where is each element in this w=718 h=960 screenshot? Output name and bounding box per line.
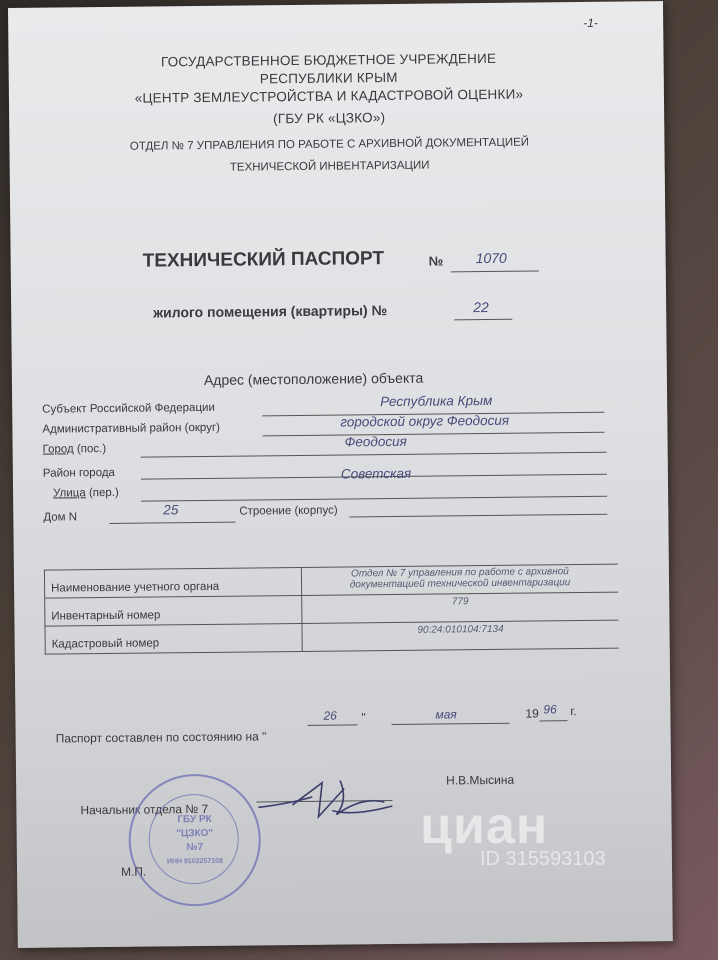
passport-number-underline bbox=[451, 270, 539, 272]
premises-number-underline bbox=[454, 319, 512, 321]
seal-place-label: М.П. bbox=[120, 864, 147, 879]
registry-table bbox=[44, 564, 619, 655]
watermark-brand: циан bbox=[420, 797, 549, 855]
official-stamp bbox=[128, 773, 261, 906]
street-value: Советская bbox=[340, 465, 412, 482]
date-day: 26 bbox=[323, 708, 337, 723]
city-underline bbox=[141, 452, 607, 458]
signatory-position: Начальник отдела № 7 bbox=[80, 801, 209, 818]
header-line-3: «ЦЕНТР ЗЕМЛЕУСТРОЙСТВА И КАДАСТРОВОЙ ОЦЕНКИ» bbox=[134, 86, 524, 106]
header-line-4: (ГБУ РК «ЦЗКО») bbox=[273, 110, 386, 127]
table-row-label: Инвентарный номер bbox=[51, 609, 161, 623]
authority-value-line-1: Отдел № 7 управления по работе с архивной bbox=[350, 566, 569, 580]
table-row-cadastral bbox=[45, 621, 618, 654]
stamp-line-3: №7 bbox=[186, 842, 204, 854]
stamp-line-1: ГБУ РК bbox=[177, 813, 212, 826]
district-underline bbox=[262, 432, 604, 437]
house-label: Дом N bbox=[43, 511, 78, 524]
inventory-number: 779 bbox=[451, 596, 469, 608]
city-district-label: Район города bbox=[42, 466, 115, 480]
premises-label: жилого помещения (квартиры) № bbox=[153, 302, 388, 321]
date-year-suffix: 96 bbox=[543, 702, 557, 717]
subject-label: Субъект Российской Федерации bbox=[42, 401, 215, 416]
department-line-1: ОТДЕЛ № 7 УПРАВЛЕНИЯ ПО РАБОТЕ С АРХИВНОЙ ДОКУМЕНТАЦИЕЙ bbox=[129, 136, 530, 153]
watermark-id: ID 315593103 bbox=[480, 848, 606, 870]
page-number: -1- bbox=[583, 15, 598, 30]
city-value: Феодосия bbox=[344, 433, 407, 450]
date-quote: " bbox=[361, 710, 366, 725]
passport-no-sign: № bbox=[428, 253, 444, 269]
date-month: мая bbox=[435, 707, 457, 722]
month-underline bbox=[392, 723, 510, 725]
date-year-unit: г. bbox=[570, 704, 577, 719]
stamp-line-2: "ЦЗКО" bbox=[176, 827, 214, 840]
house-value: 25 bbox=[163, 502, 179, 518]
district-value: городской округ Феодосия bbox=[340, 412, 510, 430]
house-underline bbox=[109, 522, 235, 524]
document-page bbox=[8, 1, 673, 948]
handwritten-signature bbox=[252, 766, 403, 828]
signatory-name: Н.В.Мысина bbox=[446, 772, 515, 788]
city-label-main: Город bbox=[42, 443, 74, 456]
authority-value-line-2: документацией технической инвентаризации bbox=[349, 577, 571, 591]
header-line-1: ГОСУДАРСТВЕННОЕ БЮДЖЕТНОЕ УЧРЕЖДЕНИЕ bbox=[160, 50, 497, 70]
table-row-label: Кадастровый номер bbox=[51, 637, 160, 651]
table-row-label: Наименование учетного органа bbox=[51, 580, 220, 595]
city-label-suffix: (пос.) bbox=[73, 442, 107, 456]
address-heading: Адрес (местоположение) объекта bbox=[203, 369, 424, 388]
passport-title: ТЕХНИЧЕСКИЙ ПАСПОРТ bbox=[142, 248, 385, 272]
department-line-2: ТЕХНИЧЕСКОЙ ИНВЕНТАРИЗАЦИИ bbox=[229, 159, 430, 174]
year-underline bbox=[539, 720, 567, 721]
street-label-suffix: (пер.) bbox=[85, 486, 119, 500]
stamp-inn: ИНН 9102257108 bbox=[166, 857, 223, 866]
building-underline bbox=[349, 514, 607, 518]
passport-number: 1070 bbox=[475, 249, 507, 267]
header-line-2: РЕСПУБЛИКИ КРЫМ bbox=[259, 69, 398, 87]
building-label: Строение (корпус) bbox=[239, 504, 338, 518]
district-label: Административный район (округ) bbox=[42, 421, 221, 436]
city-label bbox=[43, 443, 107, 456]
street-label bbox=[53, 487, 119, 500]
date-year-prefix: 19 bbox=[525, 706, 539, 721]
date-label: Паспорт составлен по состоянию на " bbox=[55, 729, 267, 746]
premises-number: 22 bbox=[473, 298, 489, 316]
cadastral-number: 90:24:010104:7134 bbox=[417, 623, 504, 636]
subject-value: Республика Крым bbox=[380, 392, 493, 410]
street-label-main: Улица bbox=[53, 487, 86, 500]
day-underline bbox=[308, 724, 358, 726]
street-underline bbox=[141, 496, 607, 502]
